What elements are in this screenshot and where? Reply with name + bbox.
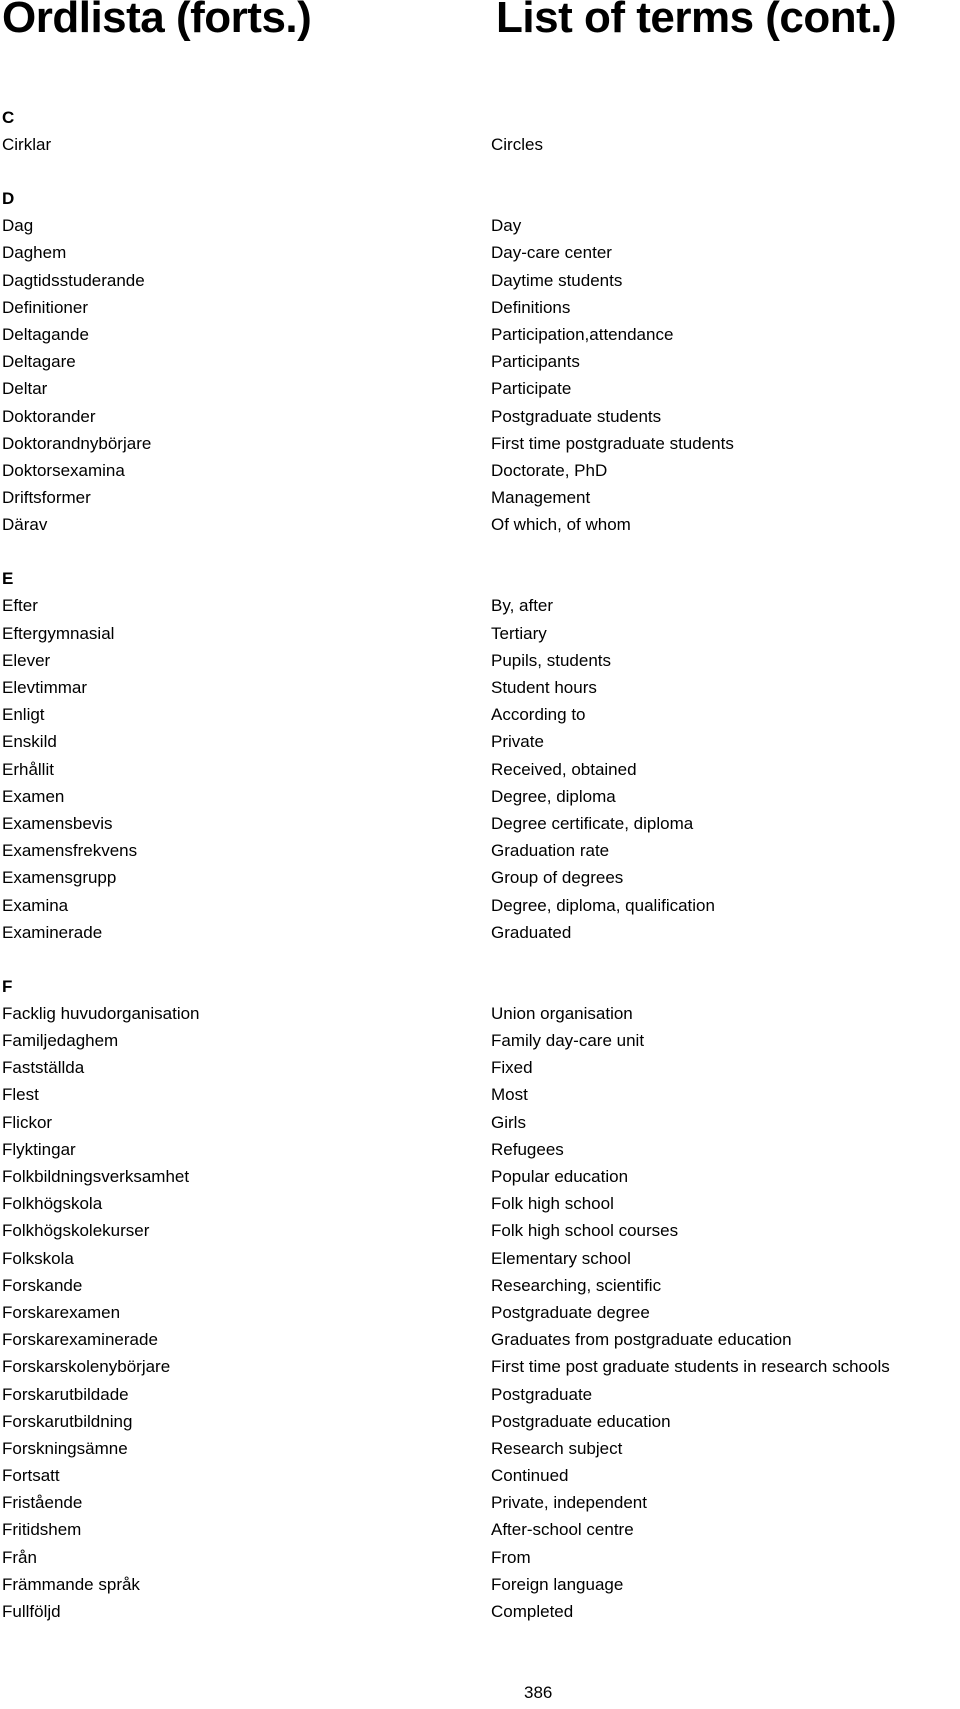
english-term: Participants	[491, 352, 580, 372]
swedish-term: Dagtidsstuderande	[2, 270, 145, 290]
swedish-term: Dag	[2, 216, 34, 236]
swedish-term: Examensfrekvens	[2, 841, 138, 861]
english-term: Private, independent	[491, 1493, 647, 1513]
glossary-row	[0, 1353, 960, 1380]
swedish-term: Fullföljd	[2, 1602, 61, 1621]
glossary-section	[0, 104, 960, 158]
swedish-term: Fritidshem	[2, 1520, 82, 1540]
glossary-row	[0, 837, 960, 864]
section-letter: F	[2, 976, 13, 996]
glossary-row	[0, 1299, 960, 1326]
swedish-term: Främmande språk	[2, 1574, 140, 1594]
glossary-row	[0, 1381, 960, 1408]
english-term: Tertiary	[491, 623, 547, 643]
english-term: First time post graduate students in research schools	[491, 1357, 890, 1377]
english-term: Girls	[491, 1112, 526, 1132]
english-term: Union organisation	[491, 1003, 633, 1023]
swedish-term: Facklig huvudorganisation	[2, 1003, 200, 1023]
english-term: Circles	[491, 135, 543, 154]
glossary-row	[0, 1245, 960, 1272]
swedish-term: Definitioner	[2, 297, 88, 317]
glossary-row	[0, 294, 960, 321]
swedish-term: Folkbildningsverksamhet	[2, 1167, 190, 1186]
swedish-term: Forskande	[2, 1275, 83, 1295]
glossary-row	[0, 1435, 960, 1462]
glossary-row	[0, 267, 960, 294]
glossary-row	[0, 239, 960, 266]
swedish-term: Flyktingar	[2, 1139, 76, 1159]
swedish-term: Examinerade	[2, 922, 103, 942]
glossary-row	[0, 647, 960, 674]
english-term: Participation,attendance	[491, 324, 674, 344]
swedish-term: Därav	[2, 515, 48, 535]
english-term: Researching, scientific	[491, 1275, 662, 1295]
glossary-section	[0, 185, 960, 538]
glossary-row	[0, 430, 960, 457]
swedish-term: Elever	[2, 650, 51, 670]
english-term: Day-care center	[491, 243, 612, 263]
swedish-term: Forskarexaminerade	[2, 1330, 158, 1350]
glossary-row	[0, 674, 960, 701]
glossary-row	[0, 1190, 960, 1217]
glossary-row	[0, 728, 960, 755]
swedish-term: Från	[2, 1547, 37, 1567]
glossary-row	[0, 919, 960, 946]
swedish-term: Deltagande	[2, 324, 89, 344]
swedish-term: Eftergymnasial	[2, 623, 115, 643]
swedish-term: Examensgrupp	[2, 868, 117, 888]
english-term: Postgraduate	[491, 1384, 593, 1404]
english-term: Degree, diploma	[491, 786, 616, 806]
swedish-term: Examina	[2, 895, 69, 915]
glossary-row	[0, 1081, 960, 1108]
swedish-term: Erhållit	[2, 759, 54, 779]
english-term: Continued	[491, 1466, 569, 1486]
swedish-term: Daghem	[2, 243, 67, 263]
swedish-term: Examensbevis	[2, 813, 113, 833]
glossary-row	[0, 511, 960, 538]
swedish-term: Doktorandnybörjare	[2, 433, 152, 453]
english-term: Private	[491, 732, 544, 752]
glossary-row	[0, 321, 960, 348]
glossary-row	[0, 1272, 960, 1299]
english-term: Folk high school	[491, 1194, 614, 1214]
swedish-term: Cirklar	[2, 135, 52, 154]
swedish-term: Driftsformer	[2, 488, 91, 508]
glossary-row	[0, 1462, 960, 1489]
swedish-term: Fristående	[2, 1493, 83, 1513]
glossary-row	[0, 375, 960, 402]
swedish-term: Examen	[2, 786, 65, 806]
english-term: Group of degrees	[491, 868, 624, 888]
swedish-term: Efter	[2, 596, 38, 616]
english-term: Graduates from postgraduate education	[491, 1330, 792, 1350]
english-term: Definitions	[491, 297, 571, 317]
glossary-row	[0, 1000, 960, 1027]
english-term: Popular education	[491, 1167, 629, 1186]
glossary-row	[0, 1109, 960, 1136]
section-letter: E	[2, 569, 14, 589]
english-term: Postgraduate degree	[491, 1302, 650, 1322]
english-term: Folk high school courses	[491, 1221, 679, 1241]
glossary-row	[0, 131, 960, 158]
swedish-term: Folkskola	[2, 1248, 74, 1268]
english-term: Pupils, students	[491, 650, 612, 670]
glossary-row	[0, 783, 960, 810]
english-term: Degree, diploma, qualification	[491, 895, 715, 915]
english-term: By, after	[491, 596, 554, 616]
english-term: After-school centre	[491, 1520, 634, 1540]
glossary-row	[0, 1054, 960, 1081]
glossary-row	[0, 212, 960, 239]
glossary-row	[0, 484, 960, 511]
english-term: Refugees	[491, 1139, 564, 1159]
swedish-term: Doktorsexamina	[2, 460, 125, 480]
glossary-section	[0, 973, 960, 1625]
english-term: Graduated	[491, 922, 572, 942]
glossary-row	[0, 1489, 960, 1516]
swedish-term: Forskarskolenybörjare	[2, 1357, 171, 1377]
glossary-row	[0, 592, 960, 619]
glossary-row	[0, 348, 960, 375]
glossary-row	[0, 620, 960, 647]
english-term: Research subject	[491, 1438, 623, 1458]
swedish-term: Fastställda	[2, 1058, 85, 1078]
english-term: Participate	[491, 379, 572, 399]
english-term: Daytime students	[491, 270, 623, 290]
glossary-row	[0, 1544, 960, 1571]
swedish-term: Deltagare	[2, 352, 76, 372]
page-number: 386	[524, 1683, 553, 1702]
glossary-row	[0, 756, 960, 783]
glossary-row	[0, 1571, 960, 1598]
english-term: Of which, of whom	[491, 515, 631, 535]
swedish-term: Flickor	[2, 1112, 53, 1132]
glossary-row	[0, 1326, 960, 1353]
glossary-row	[0, 1217, 960, 1244]
section-letter: C	[2, 108, 15, 127]
glossary	[0, 104, 960, 1652]
swedish-term: Enligt	[2, 705, 45, 725]
glossary-row	[0, 1516, 960, 1543]
english-term: From	[491, 1547, 531, 1567]
swedish-term: Forskningsämne	[2, 1438, 128, 1458]
swedish-term: Flest	[2, 1085, 39, 1105]
english-term: Received, obtained	[491, 759, 637, 779]
english-term: Most	[491, 1085, 528, 1105]
page-title-english: List of terms (cont.)	[496, 0, 897, 42]
swedish-term: Elevtimmar	[2, 678, 88, 697]
english-term: Day	[491, 216, 522, 236]
english-term: Student hours	[491, 678, 597, 697]
english-term: Postgraduate education	[491, 1411, 671, 1431]
swedish-term: Fortsatt	[2, 1466, 60, 1486]
english-term: Fixed	[491, 1058, 533, 1078]
swedish-term: Folkhögskolekurser	[2, 1221, 150, 1241]
glossary-row	[0, 810, 960, 837]
english-term: According to	[491, 705, 586, 725]
swedish-term: Familjedaghem	[2, 1031, 119, 1051]
glossary-row	[0, 701, 960, 728]
english-term: Degree certificate, diploma	[491, 813, 694, 833]
english-term: Foreign language	[491, 1574, 624, 1594]
section-letter: D	[2, 189, 15, 209]
english-term: Elementary school	[491, 1248, 631, 1268]
english-term: Completed	[491, 1602, 574, 1621]
english-term: Family day-care unit	[491, 1031, 645, 1051]
swedish-term: Forskarutbildning	[2, 1411, 133, 1431]
glossary-row	[0, 457, 960, 484]
swedish-term: Forskarutbildade	[2, 1384, 129, 1404]
english-term: First time postgraduate students	[491, 433, 734, 453]
glossary-row	[0, 1136, 960, 1163]
glossary-row	[0, 1163, 960, 1190]
english-term: Management	[491, 488, 591, 508]
swedish-term: Forskarexamen	[2, 1302, 121, 1322]
swedish-term: Folkhögskola	[2, 1194, 103, 1214]
glossary-row	[0, 1408, 960, 1435]
swedish-term: Deltar	[2, 379, 48, 399]
swedish-term: Doktorander	[2, 406, 96, 426]
glossary-row	[0, 1598, 960, 1625]
glossary-row	[0, 1027, 960, 1054]
english-term: Graduation rate	[491, 841, 610, 861]
glossary-row	[0, 864, 960, 891]
glossary-section	[0, 565, 960, 945]
glossary-row	[0, 892, 960, 919]
glossary-row	[0, 403, 960, 430]
swedish-term: Enskild	[2, 732, 57, 752]
page-title-swedish: Ordlista (forts.)	[2, 0, 312, 42]
english-term: Doctorate, PhD	[491, 460, 608, 480]
english-term: Postgraduate students	[491, 406, 662, 426]
